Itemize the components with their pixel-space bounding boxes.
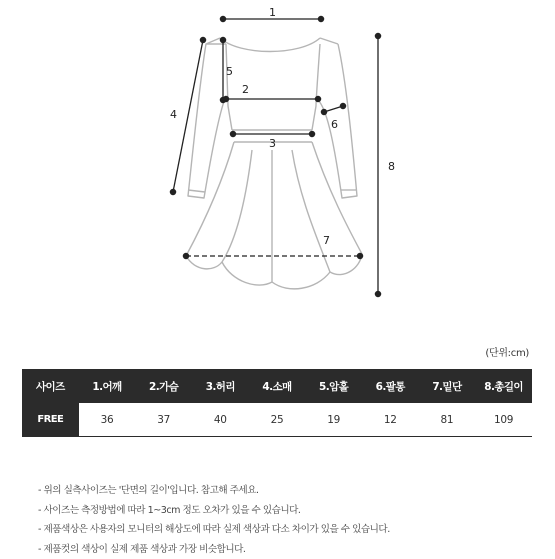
size-table bbox=[22, 369, 532, 437]
measure-label-3: 3 bbox=[269, 137, 276, 150]
measure-point bbox=[220, 16, 225, 21]
measure-point bbox=[321, 109, 326, 114]
note-item: - 제품컷의 색상이 실제 제품 색상과 가장 비슷합니다. bbox=[38, 540, 390, 559]
measurement-lines bbox=[170, 16, 380, 296]
note-item: - 사이즈는 측정방법에 따라 1~3cm 정도 오차가 있을 수 있습니다. bbox=[38, 501, 390, 521]
note-item: - 위의 실측사이즈는 '단면의 길이'입니다. 참고해 주세요. bbox=[38, 481, 390, 501]
measure-point bbox=[220, 97, 225, 102]
table-cell: 12 bbox=[362, 403, 419, 437]
note-item: - 제품색상은 사용자의 모니터의 해상도에 따라 실제 색상과 다소 차이가 있을 수 있습니다. bbox=[38, 520, 390, 540]
column-header: 2.가슴 bbox=[135, 369, 192, 403]
column-header: 3.허리 bbox=[192, 369, 249, 403]
notes-list bbox=[38, 481, 390, 559]
column-header: 1.어깨 bbox=[79, 369, 136, 403]
measure-point bbox=[340, 103, 345, 108]
measure-label-8: 8 bbox=[388, 160, 395, 173]
dress-outline bbox=[186, 38, 362, 289]
measure-label-4: 4 bbox=[170, 108, 177, 121]
table-cell: 37 bbox=[135, 403, 192, 437]
column-header: 6.팔통 bbox=[362, 369, 419, 403]
measure-label-7: 7 bbox=[323, 234, 330, 247]
column-header: 7.밑단 bbox=[419, 369, 476, 403]
table-row bbox=[22, 403, 532, 437]
measure-point bbox=[357, 253, 362, 258]
table-cell: 40 bbox=[192, 403, 249, 437]
table-header-row bbox=[22, 369, 532, 403]
table-cell: 81 bbox=[419, 403, 476, 437]
measure-point bbox=[375, 33, 380, 38]
column-header: 사이즈 bbox=[22, 369, 79, 403]
measure-label-2: 2 bbox=[242, 83, 249, 96]
column-header: 5.암홀 bbox=[305, 369, 362, 403]
size-cell: FREE bbox=[22, 403, 79, 437]
measure-point bbox=[318, 16, 323, 21]
column-header: 4.소매 bbox=[249, 369, 306, 403]
measure-point bbox=[309, 131, 314, 136]
table-cell: 25 bbox=[249, 403, 306, 437]
measure-label-5: 5 bbox=[226, 65, 233, 78]
measure-label-6: 6 bbox=[331, 118, 338, 131]
measure-label-1: 1 bbox=[269, 6, 276, 19]
table-cell: 19 bbox=[305, 403, 362, 437]
measure-point bbox=[230, 131, 235, 136]
measure-point bbox=[170, 189, 175, 194]
measure-point bbox=[315, 96, 320, 101]
measure-point bbox=[220, 37, 225, 42]
column-header: 8.총길이 bbox=[475, 369, 532, 403]
unit-label: (단위:cm) bbox=[485, 344, 529, 359]
table-cell: 36 bbox=[79, 403, 136, 437]
measure-point bbox=[200, 37, 205, 42]
measure-point bbox=[183, 253, 188, 258]
table-cell: 109 bbox=[475, 403, 532, 437]
measure-point bbox=[375, 291, 380, 296]
